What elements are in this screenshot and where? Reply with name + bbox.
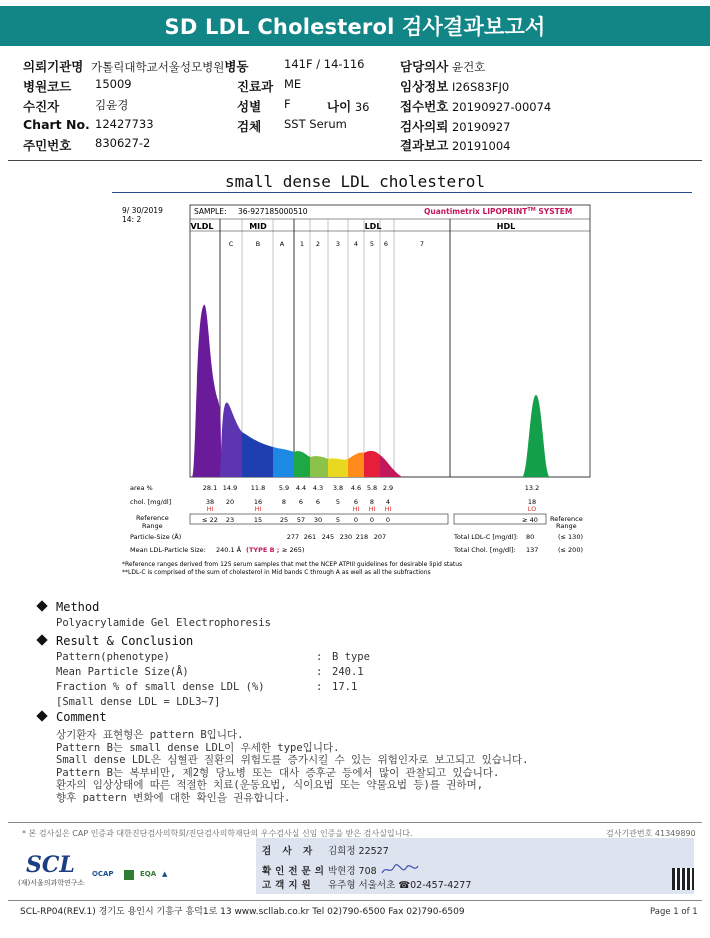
chol-value: 18: [527, 498, 537, 506]
lab-number: 검사기관번호 41349890: [606, 829, 696, 838]
scl-logo: SCL: [26, 852, 75, 878]
institution-row: 의뢰기관명 가톨릭대학교서울성모병원병동: [23, 59, 249, 74]
area-label: area %: [130, 484, 153, 492]
ref-right-label: Reference: [550, 515, 583, 523]
result-value: 240.1: [332, 666, 364, 678]
footnote-1: *Reference ranges derived from 125 serum samples that met the NCEP ATPIII guidelines for desirable lipid status: [122, 561, 463, 568]
footnote-2: **LDL-C is comprised of the sum of cholesterol in Mid bands C through A as well as all the subfractions: [122, 569, 431, 576]
kslm-logo: ▲: [162, 870, 168, 878]
ref-value: 30: [313, 516, 323, 524]
lipoprint-chart: [118, 200, 598, 580]
total-chol-label: Total Chol. [mg/dl]:: [454, 546, 516, 554]
qr-code: [672, 868, 694, 890]
department-value: ME: [284, 77, 302, 91]
group-label: VLDL: [190, 222, 214, 231]
area-value: 11.8: [250, 484, 266, 492]
age-row: 나이 36: [327, 99, 370, 114]
cap-logo: ✪CAP: [92, 870, 114, 878]
mean-type: (TYPE B ;: [246, 546, 280, 554]
ref-label-2: Range: [142, 522, 163, 530]
chart-no-label: Chart No.: [23, 117, 90, 132]
ref-value: 25: [279, 516, 289, 524]
total-chol-ref: (≤ 200): [558, 546, 583, 554]
group-label: MID: [249, 222, 267, 231]
bullet-icon: [36, 710, 47, 721]
chol-value: 6: [353, 498, 359, 506]
ward-value: 141F / 14-116: [284, 57, 365, 71]
page-number: Page 1 of 1: [650, 907, 698, 917]
method-heading: Method: [38, 600, 99, 614]
doctor-row: 담당의사 윤건호: [400, 59, 486, 74]
receipt-row: 접수번호 20190927-00074: [400, 99, 552, 114]
result-label: Mean Particle Size(Å): [56, 666, 189, 678]
method-text: Polyacrylamide Gel Electrophoresis: [56, 617, 271, 629]
area-value: 28.1: [202, 484, 218, 492]
specimen-label: 검체: [237, 119, 262, 134]
hdl-ref-value: ≥ 40: [522, 516, 538, 524]
result-sep: :: [316, 666, 323, 678]
size-value: 218: [355, 533, 369, 541]
ldl2-peak: [310, 456, 328, 477]
band-label: 5: [369, 240, 375, 248]
mean-ref: ≥ 265): [282, 546, 305, 554]
ref-value: 0: [385, 516, 391, 524]
header-divider: [8, 160, 702, 161]
comment-line: 상기환자 표현형은 pattern B입니다.: [56, 729, 244, 741]
tester-row: 검 사 자 김희정 22527: [262, 846, 389, 857]
result-sep: :: [316, 681, 323, 693]
comment-line: Pattern B는 복부비만, 제2형 당뇨병 또는 대사 증후군 등에서 많이 관찰되고 있습니다.: [56, 766, 500, 779]
ref-value: 0: [369, 516, 375, 524]
clinical-info-row: 임상정보 I26S83FJ0: [400, 79, 510, 94]
ref-label: Reference: [136, 514, 169, 522]
signature-image: [380, 863, 420, 877]
result-heading: Result & Conclusion: [38, 634, 193, 648]
department-label: 진료과: [237, 79, 274, 94]
rrn-label: 주민번호: [23, 138, 72, 153]
chol-label: chol. [mg/dl]: [130, 498, 172, 506]
support-row: 고객지원 유주형 서울서초 ☎02-457-4277: [262, 880, 472, 891]
bullet-icon: [36, 600, 47, 611]
total-ldl-ref: (≤ 130): [558, 533, 583, 541]
chol-value: 4: [385, 498, 391, 506]
flag: HI: [352, 505, 360, 513]
sex-label: 성별: [237, 99, 262, 114]
chart-date: 9/ 30/2019: [122, 206, 163, 215]
band-label: 3: [335, 240, 341, 248]
footer-divider-2: [8, 900, 702, 901]
comment-heading: Comment: [38, 710, 107, 724]
scl-logo-subtitle: (재)서울의과학연구소: [18, 879, 85, 887]
band-label: 1: [299, 240, 305, 248]
certification-note: * 본 검사실은 CAP 인증과 대한진단검사의학회/진단검사의학재단의 우수검사실 신임 인증을 받은 검사실입니다.: [22, 829, 413, 838]
area-value: 5.9: [278, 484, 290, 492]
area-value: 5.8: [366, 484, 378, 492]
report-title: SD LDL Cholesterol 검사결과보고서: [164, 15, 546, 39]
sample-id: 36-927185000510: [238, 207, 308, 216]
confirmer-row: 확인전문의박현경 708: [262, 860, 420, 877]
area-value: 4.3: [312, 484, 324, 492]
flag: LO: [527, 505, 537, 513]
flag: HI: [206, 505, 214, 513]
ref-value: ≤ 22: [202, 516, 218, 524]
chart-time: 14: 2: [122, 215, 142, 224]
size-value: 261: [303, 533, 317, 541]
chol-value: 8: [281, 498, 287, 506]
report-title-bar: [0, 6, 710, 46]
flag: HI: [254, 505, 262, 513]
comment-line: 환자의 임상상태에 따른 적절한 치료(운동요법, 식이요법 또는 약물요법 등)를 권하며,: [56, 779, 484, 791]
result-sep: :: [316, 651, 323, 663]
system-name: Quantimetrix LIPOPRINT™ SYSTEM: [424, 207, 573, 216]
band-label: B: [255, 240, 261, 248]
chart-title-underline: [112, 192, 692, 193]
request-row: 검사의뢰 20190927: [400, 119, 511, 134]
mean-value: 240.1 Å: [216, 546, 242, 554]
result-label: Fraction % of small dense LDL (%): [56, 681, 265, 693]
band-label: 7: [419, 240, 425, 248]
chart-no-value: 12427733: [95, 117, 154, 131]
ldl5-peak: [364, 451, 380, 477]
chol-value: 38: [205, 498, 215, 506]
band-label: A: [279, 240, 285, 248]
sample-label: SAMPLE:: [194, 207, 227, 216]
comment-line: Pattern B는 small dense LDL이 우세한 type입니다.: [56, 741, 340, 754]
results-table: [122, 484, 583, 576]
band-label: C: [228, 240, 234, 248]
result-value: 17.1: [332, 681, 358, 693]
ref-value: 23: [225, 516, 235, 524]
mid-a-peak: [273, 447, 294, 477]
group-label: HDL: [496, 222, 516, 231]
examinee-label: 수진자: [23, 99, 60, 114]
eqa-logo: EQA: [140, 870, 157, 878]
size-value: 207: [373, 533, 387, 541]
area-value: 2.9: [382, 484, 394, 492]
band-label: 6: [383, 240, 389, 248]
result-note: [Small dense LDL = LDL3~7]: [56, 696, 221, 708]
flag: HI: [384, 505, 392, 513]
chol-value: 5: [335, 498, 341, 506]
ldl3-peak: [328, 458, 348, 477]
rrn-value: 830627-2: [95, 136, 151, 150]
chol-value: 20: [225, 498, 235, 506]
area-value: 3.8: [332, 484, 344, 492]
ref-value: 0: [353, 516, 359, 524]
accreditation-logo: [124, 870, 134, 880]
lab-address: SCL-RP04(REV.1) 경기도 용인시 기흥구 흥덕1로 13 www.scllab.co.kr Tel 02)790-6500 Fax 02)790-6509: [20, 907, 465, 917]
chol-value: 6: [298, 498, 304, 506]
ref-value: 5: [335, 516, 341, 524]
area-value: 4.4: [295, 484, 307, 492]
examinee-value: 김윤경: [95, 98, 129, 112]
size-value: 245: [321, 533, 335, 541]
chol-value: 8: [369, 498, 375, 506]
hospital-code-row: 병원코드: [23, 79, 72, 94]
comment-line: Small dense LDL은 심혈관 질환의 위험도를 증가시킬 수 있는 위험인자로 보고되고 있습니다.: [56, 754, 529, 766]
comment-line: 향후 pattern 변화에 대한 확인을 권유합니다.: [56, 791, 291, 804]
size-value: 230: [339, 533, 353, 541]
specimen-value: SST Serum: [284, 117, 347, 131]
area-value: 14.9: [222, 484, 238, 492]
ref-right-label-2: Range: [556, 522, 577, 530]
group-label: LDL: [364, 222, 382, 231]
ref-value: 15: [253, 516, 263, 524]
mean-label: Mean LDL-Particle Size:: [130, 546, 206, 554]
area-value: 13.2: [524, 484, 540, 492]
hospital-code-value: 15009: [95, 77, 132, 91]
area-value: 4.6: [350, 484, 362, 492]
band-label: 4: [353, 240, 359, 248]
size-value: 277: [286, 533, 300, 541]
result-label: Pattern(phenotype): [56, 651, 170, 663]
footer-divider: [8, 822, 702, 823]
report-date-row: 결과보고 20191004: [400, 138, 511, 153]
total-ldl: 80: [526, 533, 535, 541]
bullet-icon: [36, 634, 47, 645]
chol-value: 16: [253, 498, 263, 506]
sex-value: F: [284, 97, 291, 111]
size-label: Particle-Size (Å): [130, 533, 182, 541]
band-label: 2: [315, 240, 321, 248]
result-value: B type: [332, 651, 370, 663]
total-ldl-label: Total LDL-C [mg/dl]:: [454, 533, 519, 541]
flag: HI: [368, 505, 376, 513]
total-chol: 137: [526, 546, 539, 554]
ref-value: 57: [296, 516, 306, 524]
chol-value: 6: [315, 498, 321, 506]
chart-title: small dense LDL cholesterol: [224, 172, 486, 191]
